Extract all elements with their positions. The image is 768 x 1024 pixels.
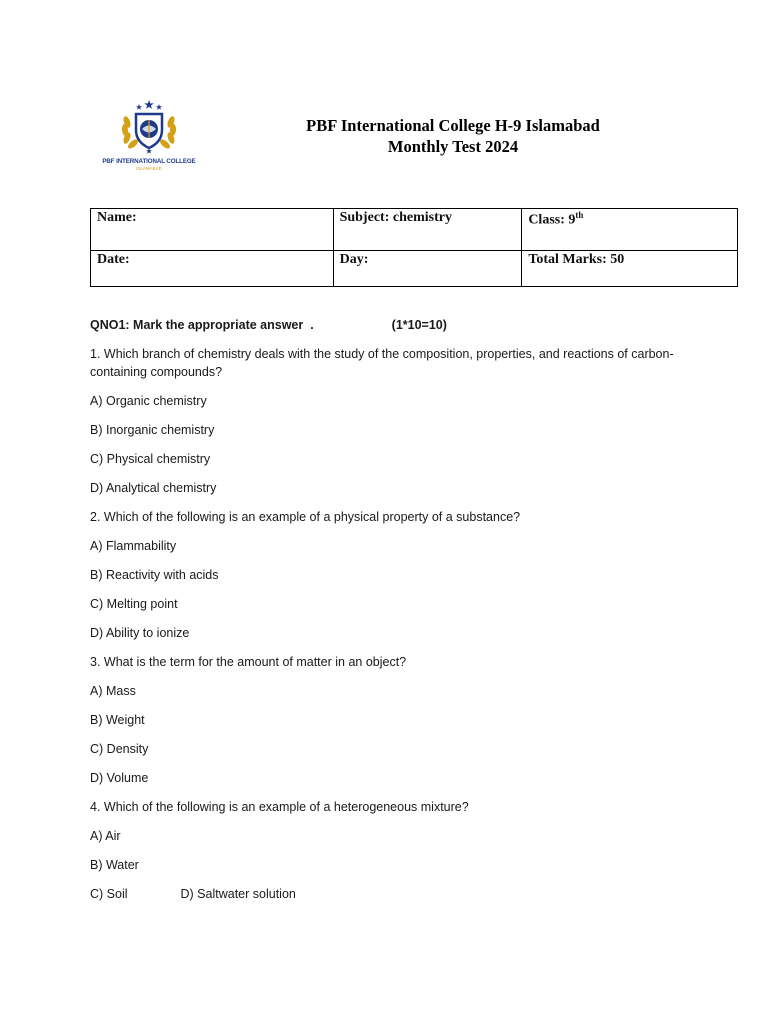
answer-option: B) Inorganic chemistry xyxy=(90,423,215,437)
answer-option: C) Physical chemistry xyxy=(90,452,211,466)
answer-option: A) Organic chemistry xyxy=(90,394,207,408)
answer-option: C) Soil xyxy=(90,887,128,901)
day-cell: Day: xyxy=(333,251,522,287)
total-marks-cell: Total Marks: 50 xyxy=(522,251,738,287)
answer-option: D) Ability to ionize xyxy=(90,626,190,640)
title-line-1: PBF International College H-9 Islamabad xyxy=(306,116,600,135)
answer-option: B) Weight xyxy=(90,713,145,727)
laurel-globe-emblem-icon xyxy=(98,98,200,158)
answer-option: D) Analytical chemistry xyxy=(90,481,217,495)
answer-option: A) Air xyxy=(90,829,121,843)
question-text: 2. Which of the following is an example of a physical property of a substance? xyxy=(90,510,521,524)
info-row xyxy=(91,251,738,287)
date-cell: Date: xyxy=(91,251,334,287)
question-text: 4. Which of the following is an example of a heterogeneous mixture? xyxy=(90,800,469,814)
document-title xyxy=(260,115,646,157)
info-row xyxy=(91,209,738,251)
student-info-table xyxy=(90,208,738,287)
class-superscript: th xyxy=(575,210,584,220)
section-marks: (1*10=10) xyxy=(391,318,447,332)
class-label: Class: 9 xyxy=(528,212,576,228)
answer-option: B) Water xyxy=(90,858,139,872)
answer-option: D) Saltwater solution xyxy=(180,887,296,901)
answer-option: B) Reactivity with acids xyxy=(90,568,219,582)
answer-option: C) Melting point xyxy=(90,597,178,611)
answer-option: A) Flammability xyxy=(90,539,177,553)
college-logo xyxy=(98,98,200,176)
answer-option: D) Volume xyxy=(90,771,149,785)
question-text: 3. What is the term for the amount of matter in an object? xyxy=(90,655,407,669)
question-text: 1. Which branch of chemistry deals with the study of the composition, properties, and reactions of carbon-containing compounds? xyxy=(90,347,674,379)
inline-options-row xyxy=(90,885,690,903)
answer-option: C) Density xyxy=(90,742,149,756)
section-heading xyxy=(90,316,690,334)
subject-cell: Subject: chemistry xyxy=(333,209,522,251)
logo-text: PBF INTERNATIONAL COLLEGE xyxy=(102,158,196,165)
name-cell: Name: xyxy=(91,209,334,251)
class-cell xyxy=(522,209,738,251)
section-heading-text: QNO1: Mark the appropriate answer . xyxy=(90,318,314,332)
answer-option: A) Mass xyxy=(90,684,136,698)
title-line-2: Monthly Test 2024 xyxy=(387,137,519,156)
logo-subtext: ISLAMABAD xyxy=(136,166,162,171)
question-section xyxy=(90,316,690,914)
